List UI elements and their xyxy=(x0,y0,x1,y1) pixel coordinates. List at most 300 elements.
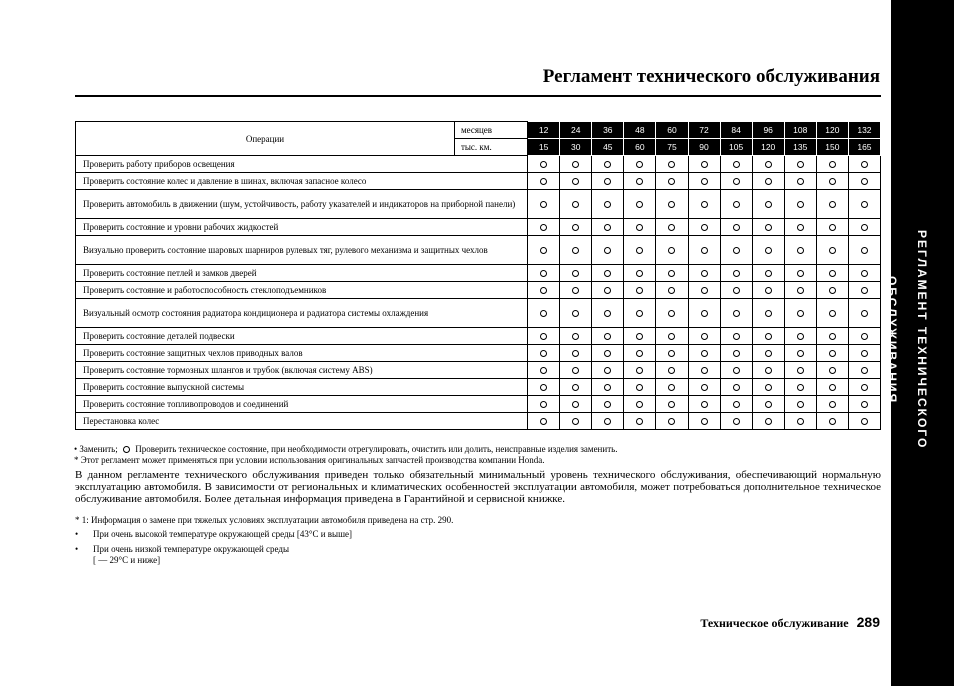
check-cell xyxy=(848,345,880,362)
months-value: 24 xyxy=(560,122,592,139)
table-row xyxy=(76,236,881,265)
check-mark-icon xyxy=(604,418,611,425)
check-mark-icon xyxy=(572,418,579,425)
check-mark-icon xyxy=(765,178,772,185)
check-cell xyxy=(848,362,880,379)
check-mark-icon xyxy=(604,270,611,277)
check-cell xyxy=(624,396,656,413)
check-mark-icon xyxy=(701,178,708,185)
check-cell xyxy=(560,328,592,345)
check-mark-icon xyxy=(604,178,611,185)
check-cell xyxy=(784,219,816,236)
check-mark-icon xyxy=(733,178,740,185)
check-cell xyxy=(848,413,880,430)
check-mark-icon xyxy=(701,384,708,391)
table-row xyxy=(76,190,881,219)
months-value: 120 xyxy=(816,122,848,139)
months-value: 108 xyxy=(784,122,816,139)
check-cell xyxy=(560,219,592,236)
check-cell xyxy=(784,362,816,379)
check-mark-icon xyxy=(701,418,708,425)
check-mark-icon xyxy=(540,384,547,391)
check-cell xyxy=(848,236,880,265)
check-mark-icon xyxy=(829,247,836,254)
check-cell xyxy=(656,190,688,219)
check-mark-icon xyxy=(604,333,611,340)
check-cell xyxy=(624,413,656,430)
check-mark-icon xyxy=(540,367,547,374)
table-row xyxy=(76,328,881,345)
check-cell xyxy=(560,345,592,362)
maintenance-schedule-table xyxy=(75,121,881,430)
check-cell xyxy=(656,396,688,413)
check-mark-icon xyxy=(797,178,804,185)
check-cell xyxy=(720,328,752,345)
check-mark-icon xyxy=(765,247,772,254)
check-mark-icon xyxy=(733,224,740,231)
check-cell xyxy=(752,265,784,282)
check-cell xyxy=(752,282,784,299)
check-mark-icon xyxy=(572,384,579,391)
check-mark-icon xyxy=(861,287,868,294)
check-cell xyxy=(656,156,688,173)
months-value: 36 xyxy=(592,122,624,139)
check-mark-icon xyxy=(829,367,836,374)
check-cell xyxy=(752,413,784,430)
check-cell xyxy=(592,282,624,299)
check-mark-icon xyxy=(733,270,740,277)
check-cell xyxy=(560,413,592,430)
check-mark-icon xyxy=(829,350,836,357)
check-mark-icon xyxy=(668,350,675,357)
check-mark-icon xyxy=(636,384,643,391)
check-mark-icon xyxy=(765,384,772,391)
check-cell xyxy=(688,156,720,173)
operation-label: Проверить состояние тормозных шлангов и трубок (включая систему ABS) xyxy=(76,362,528,379)
check-mark-icon xyxy=(668,224,675,231)
km-label: тыс. км. xyxy=(454,139,527,156)
check-cell xyxy=(688,299,720,328)
operations-header: Операции xyxy=(76,122,455,156)
check-cell xyxy=(816,413,848,430)
check-cell xyxy=(688,236,720,265)
check-cell xyxy=(560,379,592,396)
check-mark-icon xyxy=(636,333,643,340)
check-mark-icon xyxy=(797,270,804,277)
check-cell xyxy=(592,156,624,173)
check-cell xyxy=(720,236,752,265)
check-cell xyxy=(784,299,816,328)
check-cell xyxy=(592,265,624,282)
check-cell xyxy=(656,173,688,190)
check-cell xyxy=(624,190,656,219)
operation-label: Проверить состояние деталей подвески xyxy=(76,328,528,345)
check-cell xyxy=(720,413,752,430)
footnote-2-text: При очень высокой температуре окружающей среды [43°C и выше] xyxy=(93,529,352,539)
check-cell xyxy=(528,345,560,362)
check-mark-icon xyxy=(701,310,708,317)
km-value: 120 xyxy=(752,139,784,156)
check-cell xyxy=(528,413,560,430)
check-cell xyxy=(528,299,560,328)
km-value: 75 xyxy=(656,139,688,156)
check-mark-icon xyxy=(668,384,675,391)
table-row xyxy=(76,379,881,396)
check-mark-icon xyxy=(668,247,675,254)
operation-label: Визуально проверить состояние шаровых шарниров рулевых тяг, рулевого механизма и защитных чехлов xyxy=(76,236,528,265)
check-mark-icon xyxy=(861,384,868,391)
title-rule xyxy=(75,95,881,97)
check-mark-icon xyxy=(733,401,740,408)
check-cell xyxy=(624,282,656,299)
check-cell xyxy=(560,362,592,379)
legend-replace-line xyxy=(74,444,617,455)
check-mark-icon xyxy=(668,418,675,425)
operation-label: Проверить состояние и работоспособность стеклоподъемников xyxy=(76,282,528,299)
check-mark-icon xyxy=(765,287,772,294)
check-mark-icon xyxy=(668,401,675,408)
check-mark-icon xyxy=(829,224,836,231)
check-cell xyxy=(592,328,624,345)
check-mark-icon xyxy=(572,161,579,168)
check-cell xyxy=(624,328,656,345)
page-title: Регламент технического обслуживания xyxy=(542,66,880,87)
check-mark-icon xyxy=(797,418,804,425)
check-cell xyxy=(848,190,880,219)
check-mark-icon xyxy=(604,287,611,294)
check-mark-icon xyxy=(540,350,547,357)
check-mark-icon xyxy=(540,333,547,340)
bullet: • xyxy=(75,529,79,539)
check-mark-icon xyxy=(765,418,772,425)
check-mark-icon xyxy=(765,224,772,231)
operation-label: Проверить состояние колес и давление в шинах, включая запасное колесо xyxy=(76,173,528,190)
check-mark-icon xyxy=(765,401,772,408)
check-cell xyxy=(560,282,592,299)
operation-label: Проверить работу приборов освещения xyxy=(76,156,528,173)
check-cell xyxy=(656,345,688,362)
check-mark-icon xyxy=(829,201,836,208)
check-cell xyxy=(624,173,656,190)
check-cell xyxy=(848,265,880,282)
check-cell xyxy=(816,345,848,362)
check-cell xyxy=(688,219,720,236)
check-cell xyxy=(816,173,848,190)
check-mark-icon xyxy=(861,350,868,357)
check-mark-icon xyxy=(668,270,675,277)
check-cell xyxy=(848,396,880,413)
check-cell xyxy=(848,379,880,396)
check-cell xyxy=(624,236,656,265)
check-mark-icon xyxy=(829,310,836,317)
check-cell xyxy=(752,299,784,328)
check-cell xyxy=(720,396,752,413)
check-cell xyxy=(528,190,560,219)
check-mark-icon xyxy=(733,384,740,391)
check-mark-icon xyxy=(636,224,643,231)
check-mark-icon xyxy=(861,224,868,231)
check-cell xyxy=(592,236,624,265)
check-mark-icon xyxy=(701,367,708,374)
check-cell xyxy=(816,190,848,219)
page-footer xyxy=(560,614,880,631)
check-mark-icon xyxy=(572,287,579,294)
check-mark-icon xyxy=(733,333,740,340)
months-value: 132 xyxy=(848,122,880,139)
check-mark-icon xyxy=(733,161,740,168)
check-cell xyxy=(720,345,752,362)
check-cell xyxy=(816,219,848,236)
footnote-2 xyxy=(75,529,352,540)
check-mark-icon xyxy=(701,247,708,254)
check-cell xyxy=(784,265,816,282)
side-tab-label: РЕГЛАМЕНТ ТЕХНИЧЕСКОГО ОБСЛУЖИВАНИЯ xyxy=(885,230,929,450)
check-cell xyxy=(656,362,688,379)
check-mark-icon xyxy=(540,418,547,425)
months-value: 96 xyxy=(752,122,784,139)
check-mark-icon xyxy=(604,367,611,374)
check-mark-icon xyxy=(636,401,643,408)
check-cell xyxy=(752,362,784,379)
legend-replace: • Заменить; xyxy=(74,444,118,454)
check-mark-icon xyxy=(797,367,804,374)
table-row xyxy=(76,396,881,413)
check-mark-icon xyxy=(765,270,772,277)
check-cell xyxy=(848,173,880,190)
check-mark-icon xyxy=(668,310,675,317)
check-cell xyxy=(688,265,720,282)
check-cell xyxy=(528,156,560,173)
check-mark-icon xyxy=(604,224,611,231)
check-cell xyxy=(752,190,784,219)
check-mark-icon xyxy=(636,178,643,185)
check-mark-icon xyxy=(797,287,804,294)
months-value: 84 xyxy=(720,122,752,139)
check-mark-icon xyxy=(572,270,579,277)
operation-label: Проверить состояние выпускной системы xyxy=(76,379,528,396)
check-cell xyxy=(592,362,624,379)
check-mark-icon xyxy=(668,178,675,185)
footnote-3-range: [ — 29°C и ниже] xyxy=(93,555,161,565)
check-mark-icon xyxy=(604,384,611,391)
check-cell xyxy=(528,362,560,379)
check-mark-icon xyxy=(797,161,804,168)
check-cell xyxy=(528,379,560,396)
check-mark-icon xyxy=(829,270,836,277)
operation-label: Визуальный осмотр состояния радиатора кондиционера и радиатора системы охлаждения xyxy=(76,299,528,328)
check-cell xyxy=(784,396,816,413)
footnote-3-text: При очень низкой температуре окружающей среды xyxy=(93,544,290,554)
check-mark-icon xyxy=(797,201,804,208)
check-cell xyxy=(720,173,752,190)
check-mark-icon xyxy=(540,161,547,168)
operation-label: Проверить состояние топливопроводов и соединений xyxy=(76,396,528,413)
legend-star: * Этот регламент может применяться при условии использования оригинальных запчастей производства компании Honda. xyxy=(74,455,545,465)
footnote-1: * 1: Информация о замене при тяжелых условиях эксплуатации автомобиля приведена на стр. 290. xyxy=(75,515,454,525)
km-value: 90 xyxy=(688,139,720,156)
check-mark-icon xyxy=(701,224,708,231)
check-mark-icon xyxy=(797,310,804,317)
check-cell xyxy=(624,265,656,282)
check-mark-icon xyxy=(861,270,868,277)
check-cell xyxy=(720,190,752,219)
check-mark-icon xyxy=(829,384,836,391)
check-mark-icon xyxy=(765,201,772,208)
check-cell xyxy=(528,282,560,299)
check-cell xyxy=(848,299,880,328)
check-mark-icon xyxy=(636,270,643,277)
check-cell xyxy=(624,362,656,379)
months-value: 72 xyxy=(688,122,720,139)
check-cell xyxy=(720,362,752,379)
check-mark-icon xyxy=(636,418,643,425)
check-mark-icon xyxy=(829,178,836,185)
footnote-3 xyxy=(75,544,289,566)
info-paragraph: В данном регламенте технического обслуживания приведен только обязательный минимальный уровень технического обслуживания, обеспечивающий нормальную эксплуатацию автомобиля. В зависимости от региональных и климатических особенностей эксплуатации автомобиля, может потребоваться дополнительное техническое обслуживание автомобиля. Более детальная информация приведена в Гарантийной и сервисной книжке. xyxy=(75,469,881,505)
check-cell xyxy=(592,379,624,396)
check-mark-icon xyxy=(701,287,708,294)
table-row xyxy=(76,413,881,430)
check-mark-icon xyxy=(701,161,708,168)
check-cell xyxy=(752,345,784,362)
check-mark-icon xyxy=(797,333,804,340)
check-mark-icon xyxy=(668,367,675,374)
check-mark-icon xyxy=(572,350,579,357)
check-cell xyxy=(720,265,752,282)
check-cell xyxy=(688,190,720,219)
check-cell xyxy=(688,379,720,396)
check-cell xyxy=(816,156,848,173)
check-mark-icon xyxy=(829,401,836,408)
check-cell xyxy=(592,413,624,430)
check-cell xyxy=(560,156,592,173)
check-cell xyxy=(848,156,880,173)
check-mark-icon xyxy=(765,350,772,357)
check-cell xyxy=(592,173,624,190)
check-cell xyxy=(688,362,720,379)
check-mark-icon xyxy=(797,247,804,254)
check-cell xyxy=(656,265,688,282)
table-row xyxy=(76,265,881,282)
check-cell xyxy=(624,156,656,173)
check-mark-icon xyxy=(540,178,547,185)
km-value: 15 xyxy=(528,139,560,156)
check-mark-icon xyxy=(829,287,836,294)
check-mark-icon xyxy=(604,310,611,317)
check-mark-icon xyxy=(636,161,643,168)
check-cell xyxy=(752,328,784,345)
check-cell xyxy=(784,328,816,345)
check-cell xyxy=(816,328,848,345)
check-cell xyxy=(784,413,816,430)
check-cell xyxy=(624,379,656,396)
legend-check: Проверить техническое состояние, при необходимости отрегулировать, очистить или долить, неисправные изделия заменить. xyxy=(135,444,618,454)
operation-label: Проверить состояние защитных чехлов приводных валов xyxy=(76,345,528,362)
check-cell xyxy=(688,328,720,345)
check-cell xyxy=(656,282,688,299)
check-cell xyxy=(592,345,624,362)
check-mark-icon xyxy=(572,367,579,374)
check-cell xyxy=(752,236,784,265)
check-mark-icon xyxy=(572,401,579,408)
km-value: 45 xyxy=(592,139,624,156)
check-mark-icon xyxy=(668,201,675,208)
check-mark-icon xyxy=(572,201,579,208)
check-cell xyxy=(624,219,656,236)
check-cell xyxy=(624,299,656,328)
check-mark-icon xyxy=(733,350,740,357)
check-cell xyxy=(720,282,752,299)
check-cell xyxy=(720,219,752,236)
check-mark-icon xyxy=(861,401,868,408)
table-row xyxy=(76,219,881,236)
check-mark-icon xyxy=(765,161,772,168)
check-cell xyxy=(816,379,848,396)
check-mark-icon xyxy=(540,287,547,294)
check-cell xyxy=(592,190,624,219)
check-mark-icon xyxy=(765,310,772,317)
table-row xyxy=(76,156,881,173)
check-cell xyxy=(784,156,816,173)
check-mark-icon xyxy=(765,333,772,340)
check-mark-icon xyxy=(861,201,868,208)
check-mark-icon xyxy=(636,287,643,294)
operation-label: Проверить состояние петлей и замков дверей xyxy=(76,265,528,282)
table-row xyxy=(76,299,881,328)
check-mark-icon xyxy=(829,418,836,425)
check-cell xyxy=(816,362,848,379)
check-mark-icon xyxy=(668,287,675,294)
bullet: • xyxy=(75,544,79,554)
check-mark-icon xyxy=(636,201,643,208)
check-mark-icon xyxy=(668,333,675,340)
check-mark-icon xyxy=(701,401,708,408)
check-mark-icon xyxy=(829,333,836,340)
table-row xyxy=(76,362,881,379)
check-mark-icon xyxy=(604,401,611,408)
check-cell xyxy=(688,413,720,430)
check-cell xyxy=(816,282,848,299)
check-mark-icon xyxy=(636,367,643,374)
check-cell xyxy=(656,413,688,430)
check-mark-icon xyxy=(829,161,836,168)
check-cell xyxy=(688,345,720,362)
check-mark-icon xyxy=(572,247,579,254)
check-mark-icon xyxy=(701,201,708,208)
check-cell xyxy=(688,282,720,299)
check-mark-icon xyxy=(797,384,804,391)
months-label: месяцев xyxy=(454,122,527,139)
check-mark-icon xyxy=(861,247,868,254)
check-cell xyxy=(656,219,688,236)
check-cell xyxy=(656,328,688,345)
check-mark-icon xyxy=(733,201,740,208)
check-cell xyxy=(784,236,816,265)
check-cell xyxy=(560,299,592,328)
check-mark-icon xyxy=(540,247,547,254)
check-cell xyxy=(752,173,784,190)
check-mark-icon xyxy=(861,367,868,374)
check-mark-icon xyxy=(604,161,611,168)
check-cell xyxy=(816,396,848,413)
check-cell xyxy=(720,156,752,173)
check-mark-icon xyxy=(861,178,868,185)
check-cell xyxy=(720,299,752,328)
km-value: 135 xyxy=(784,139,816,156)
km-value: 165 xyxy=(848,139,880,156)
check-cell xyxy=(752,379,784,396)
check-cell xyxy=(784,282,816,299)
